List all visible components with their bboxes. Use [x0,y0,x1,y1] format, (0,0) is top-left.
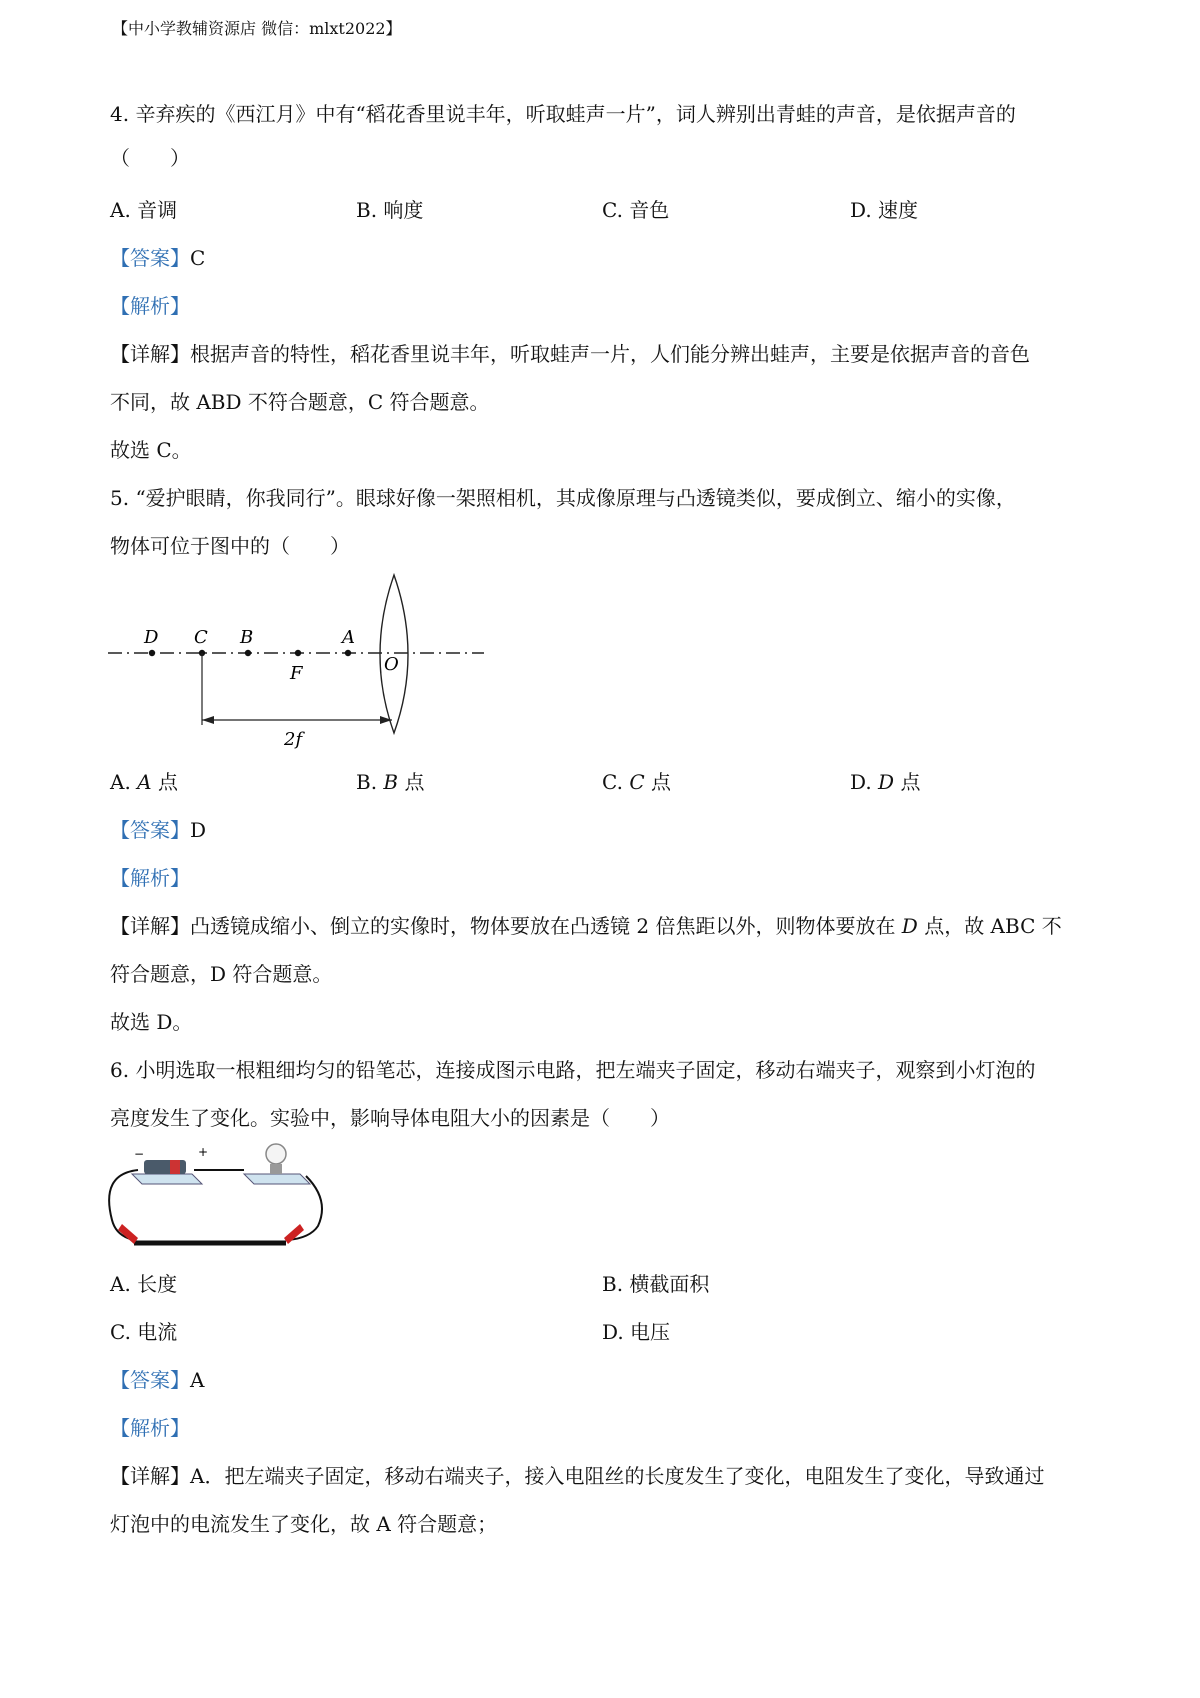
q4-option-d: D. 速度 [850,198,919,222]
answer-tag: 【答案】 [110,1368,190,1392]
lens-diagram [100,570,500,755]
q4-answer-value: C [190,246,206,270]
q4-analysis-tag: 【解析】 [110,294,190,318]
battery-terminal [170,1160,180,1174]
q6-option-d: D. 电压 [602,1320,671,1344]
q4-option-c: C. 音色 [602,198,670,222]
q5-option-b: B. B 点 [356,770,425,794]
q5-answer [110,816,206,844]
point-f-dot [295,650,301,656]
answer-tag: 【答案】 [110,818,190,842]
q6-answer [110,1366,204,1394]
answer-tag: 【答案】 [110,246,190,270]
point-c-label: C [194,627,208,648]
q5-option-d: D. D 点 [850,770,921,794]
q4-option-b: B. 响度 [356,198,424,222]
detail-tag: 【详解】 [110,342,190,366]
battery-base [132,1174,202,1184]
point-d-label: D [144,627,159,648]
bulb-base [244,1174,310,1184]
q5-conclusion: 故选 D。 [110,1010,193,1034]
circuit-diagram [104,1140,324,1258]
q6-detail-line1: 【详解】A．把左端夹子固定，移动右端夹子，接入电阻丝的长度发生了变化，电阻发生了变化，导致通过 [110,1464,1045,1488]
q6-stem-line1: 6. 小明选取一根粗细均匀的铅笔芯，连接成图示电路，把左端夹子固定，移动右端夹子，观察到小灯泡的 [110,1058,1036,1082]
q5-analysis-tag: 【解析】 [110,866,190,890]
q6-stem-line2: 亮度发生了变化。实验中，影响导体电阻大小的因素是（ ） [110,1106,670,1130]
q6-analysis-tag: 【解析】 [110,1416,190,1440]
q5-stem-line1: 5. “爱护眼睛，你我同行”。眼球好像一架照相机，其成像原理与凸透镜类似，要成倒立、缩小的实像， [110,486,1016,510]
battery-minus-label: − [134,1147,145,1161]
right-clip-icon [284,1224,304,1244]
q6-option-a: A. 长度 [110,1272,178,1296]
q5-detail-line1: 【详解】凸透镜成缩小、倒立的实像时，物体要放在凸透镜 2 倍焦距以外，则物体要放在 D 点，故 ABC 不 [110,914,1062,938]
q6-option-c: C. 电流 [110,1320,178,1344]
watermark-header: 【中小学教辅资源店 微信：mlxt2022】 [112,19,402,38]
q4-option-a: A. 音调 [110,198,178,222]
arrow-head-left [202,716,214,724]
q6-answer-value: A [190,1368,205,1392]
point-a-dot [345,650,351,656]
q4-conclusion: 故选 C。 [110,438,192,462]
q4-stem-line2: （ ） [110,146,190,170]
detail-tag: 【详解】 [110,1464,190,1488]
q5-option-a: A. A 点 [110,770,178,794]
distance-label: 2f [284,729,303,750]
q6-option-b: B. 横截面积 [602,1272,710,1296]
q4-answer [110,244,205,272]
q5-answer-value: D [190,818,207,842]
q5-stem-line2: 物体可位于图中的（ ） [110,534,350,558]
q4-detail-line2: 不同，故 ABD 不符合题意，C 符合题意。 [110,390,490,414]
point-d-dot [149,650,155,656]
point-f-label: F [290,663,303,684]
battery-plus-label: + [198,1145,209,1159]
point-a-label: A [342,627,355,648]
bulb-socket [270,1164,282,1174]
q4-detail-line1: 【详解】根据声音的特性，稻花香里说丰年，听取蛙声一片，人们能分辨出蛙声，主要是依据声音的音色 [110,342,1030,366]
q6-detail-line2: 灯泡中的电流发生了变化，故 A 符合题意； [110,1512,498,1536]
q4-stem-line1: 4. 辛弃疾的《西江月》中有“稻花香里说丰年，听取蛙声一片”，词人辨别出青蛙的声音，是依据声音的 [110,102,1016,126]
detail-tag: 【详解】 [110,914,190,938]
q5-detail-line2: 符合题意，D 符合题意。 [110,962,333,986]
point-b-label: B [240,627,254,648]
point-o-label: O [384,654,399,675]
bulb-icon [266,1144,286,1164]
point-b-dot [245,650,251,656]
q5-option-c: C. C 点 [602,770,671,794]
